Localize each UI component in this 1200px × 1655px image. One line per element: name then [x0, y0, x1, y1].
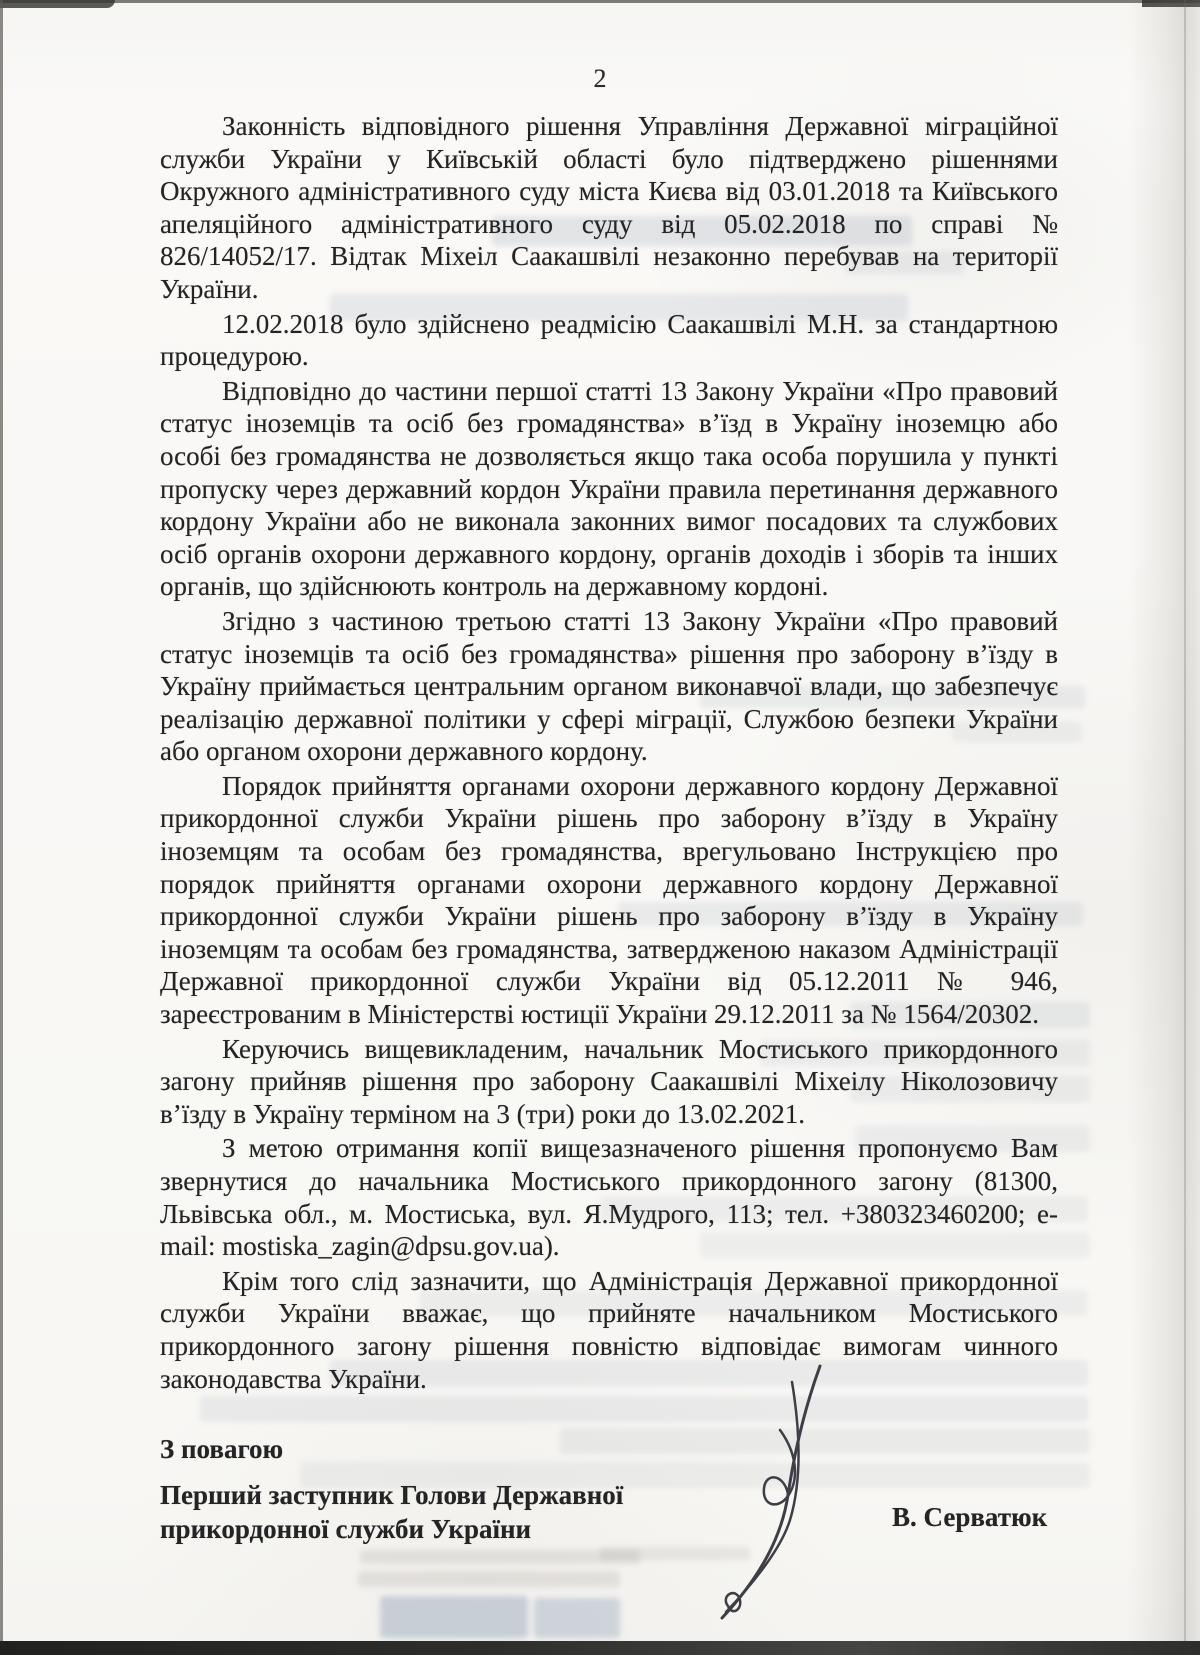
scan-edge-top	[0, 0, 1200, 3]
document-body	[160, 110, 1058, 1397]
scan-edge-top-smudge	[0, 0, 115, 8]
paragraph-entry-ban: Керуючись вищевикладеним, начальник Мостиського прикордонного загону прийняв рішення про заборону Саакашвілі Міхеілу Ніколозовичу в’їзду в Україну терміном на 3 (три) роки до 13.02.2021.	[160, 1033, 1058, 1129]
paragraph-procedure: Порядок прийняття органами охорони державного кордону Державної прикордонної служби України рішень про заборону в’їзду в Україну іноземцям та особам без громадянства, врегульовано Інструкцією про порядок прийняття органами охорони державного кордону Державної прикордонної служби України рішень про заборону в’їзду в Україну іноземцям та особам без громадянства, затвердженою наказом Адміністрації Державної прикордонної служби України від 05.12.2011 № 946, зареєстрованим в Міністерстві юстиції України 29.12.2011 за № 1564/20302.	[160, 770, 1058, 1030]
bleedthrough-stamp-mark	[534, 1598, 620, 1638]
paragraph-law-part1: Відповідно до частини першої статті 13 Закону України «Про правовий статус іноземців та осіб без громадянства» в’їзд в Україну іноземцю або особі без громадянства не дозволяється якщо така особа порушила у пункті пропуску через державний кордон України правила перетинання державного кордону України або не виконала законних вимог посадових та службових осіб органів охорони державного кордону, органів доходів і зборів та інших органів, що здійснюють контроль на державному кордоні.	[160, 375, 1058, 602]
signer-title: Перший заступник Голови Державної прикордонної служби України	[160, 1480, 624, 1544]
signer-name: В. Серватюк	[892, 1502, 1048, 1532]
bleedthrough-stamp-mark	[360, 1550, 640, 1564]
paragraph-readmission: 12.02.2018 було здійснено реадмісію Саакашвілі М.Н. за стандартною процедурою.	[160, 308, 1058, 372]
paragraph-law-part3: Згідно з частиною третьою статті 13 Закону України «Про правовий статус іноземців та осіб без громадянства» рішення про заборону в’їзду в Україну приймається центральним органом виконавчої влади, що забезпечує реалізацію державної політики у сфері міграції, Службою безпеки України або органом охорони державного кордону.	[160, 605, 1058, 767]
paper-right-fold-line	[1184, 0, 1186, 1645]
scan-edge-bottom	[0, 1641, 1200, 1655]
paragraph-legality: Законність відповідного рішення Управління Державної міграційної служби України у Київській області було підтверджено рішеннями Окружного адміністративного суду міста Києва від 03.01.2018 та Київського апеляційного адміністративного суду від 05.02.2018 по справі № 826/14052/17. Відтак Міхеіл Саакашвілі незаконно перебував на території України.	[160, 111, 1058, 304]
bleedthrough-stamp-mark	[380, 1596, 528, 1638]
closing-salutation: З повагою	[160, 1434, 284, 1464]
bleedthrough-mark	[200, 1396, 1088, 1422]
bleedthrough-stamp-mark	[358, 1571, 620, 1587]
scan-edge-left	[0, 0, 3, 1645]
paper-right-shadow	[1128, 0, 1200, 1645]
page-number: 2	[593, 64, 607, 93]
paragraph-conclusion: Крім того слід зазначити, що Адміністрація Державної прикордонної служби України вважає, що прийняте начальником Мостиського прикордонного загону рішення повністю відповідає вимогам чинного законодавства України.	[160, 1265, 1058, 1394]
paragraph-copy-request: З метою отримання копії вищезазначеного рішення пропонуємо Вам звернутися до начальника Мостиського прикордонного загону (81300, Львівська обл., м. Мостиська, вул. Я.Мудрого, 113; тел. +380323460200; e-mail: mostiska_zagin@dpsu.gov.ua).	[160, 1133, 1058, 1262]
handwritten-signature	[692, 1360, 842, 1628]
